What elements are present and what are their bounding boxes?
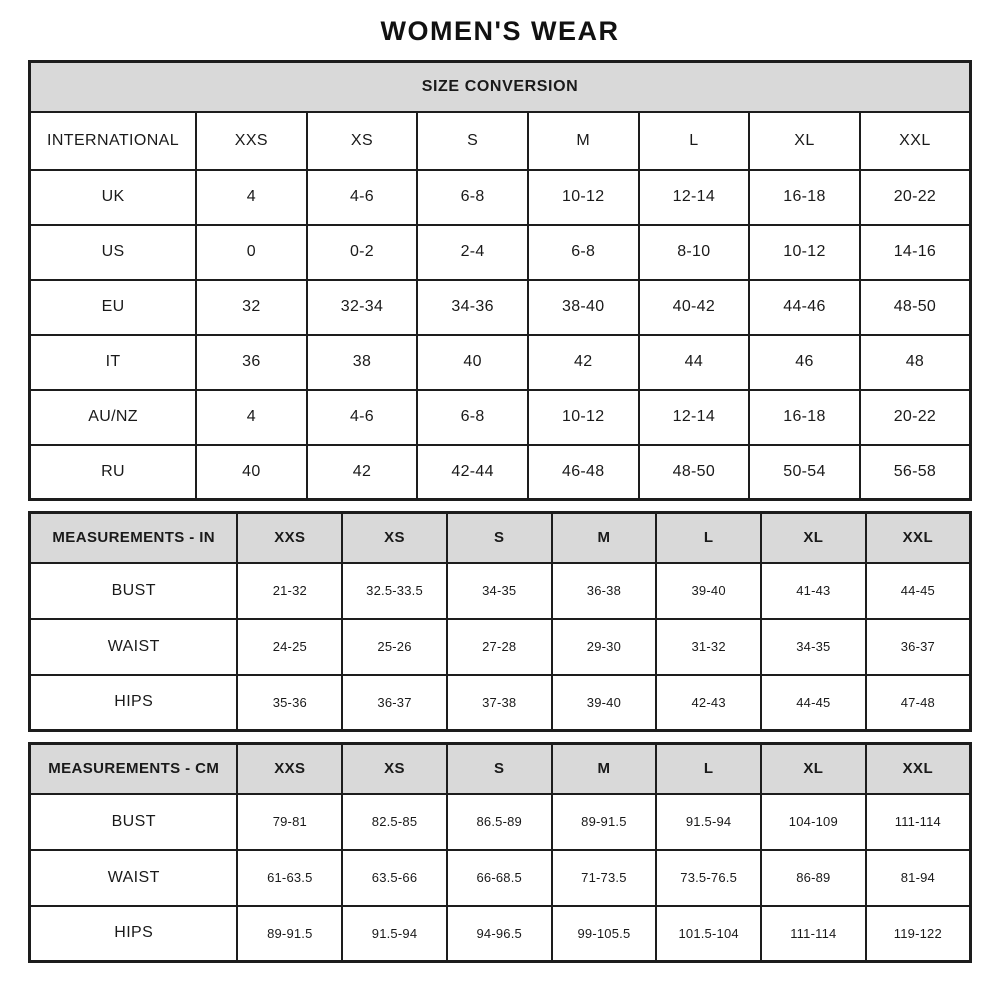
table-cell: 86.5-89 [447, 794, 552, 850]
column-header: S [447, 513, 552, 563]
row-label: WAIST [30, 619, 238, 675]
table-row [30, 794, 971, 850]
table-cell: 35-36 [237, 675, 342, 731]
table-cell: 48 [860, 335, 971, 390]
table-cell: 46-48 [528, 445, 639, 500]
table-cell: 42 [528, 335, 639, 390]
table-cell: 38-40 [528, 280, 639, 335]
table-cell: 61-63.5 [237, 850, 342, 906]
column-header: M [552, 513, 657, 563]
table-cell: 32 [196, 280, 307, 335]
table-cell: 48-50 [639, 445, 750, 500]
row-label: IT [30, 335, 197, 390]
row-label: AU/NZ [30, 390, 197, 445]
table-cell: 41-43 [761, 563, 866, 619]
column-header: XXL [866, 513, 971, 563]
table-cell: 21-32 [237, 563, 342, 619]
table-cell: 111-114 [866, 794, 971, 850]
column-header: M [552, 744, 657, 794]
table-row [30, 445, 971, 500]
table-cell: 24-25 [237, 619, 342, 675]
row-label: BUST [30, 563, 238, 619]
column-header: XXS [196, 112, 307, 170]
table-cell: 10-12 [749, 225, 860, 280]
table-row [30, 170, 971, 225]
column-header: S [417, 112, 528, 170]
table-cell: 38 [307, 335, 418, 390]
table-cell: 36-37 [342, 675, 447, 731]
size-conversion-header-row [30, 112, 971, 170]
row-label: WAIST [30, 850, 238, 906]
table-cell: 44 [639, 335, 750, 390]
column-header: XL [761, 744, 866, 794]
table-cell: 89-91.5 [552, 794, 657, 850]
table-cell: 91.5-94 [656, 794, 761, 850]
measurements-in-header-row [30, 513, 971, 563]
table-cell: 32-34 [307, 280, 418, 335]
column-header: M [528, 112, 639, 170]
table-row [30, 225, 971, 280]
table-row [30, 906, 971, 962]
column-header: XXS [237, 744, 342, 794]
measurements-cm-header-row [30, 744, 971, 794]
table-cell: 104-109 [761, 794, 866, 850]
column-header: XL [749, 112, 860, 170]
row-label: RU [30, 445, 197, 500]
table-cell: 42-43 [656, 675, 761, 731]
table-cell: 16-18 [749, 170, 860, 225]
table-row [30, 280, 971, 335]
column-header: L [656, 513, 761, 563]
page-title: WOMEN'S WEAR [380, 16, 620, 46]
table-cell: 48-50 [860, 280, 971, 335]
column-header: XXS [237, 513, 342, 563]
table-cell: 111-114 [761, 906, 866, 962]
table-cell: 36-37 [866, 619, 971, 675]
table-cell: 10-12 [528, 170, 639, 225]
table-cell: 0 [196, 225, 307, 280]
table-cell: 4 [196, 170, 307, 225]
table-title: MEASUREMENTS - IN [30, 513, 238, 563]
table-cell: 44-46 [749, 280, 860, 335]
table-cell: 40-42 [639, 280, 750, 335]
table-cell: 99-105.5 [552, 906, 657, 962]
column-header: XS [342, 744, 447, 794]
table-row [30, 850, 971, 906]
measurements-in-table [28, 511, 972, 732]
column-header: XXL [860, 112, 971, 170]
table-cell: 56-58 [860, 445, 971, 500]
table-cell: 6-8 [528, 225, 639, 280]
table-cell: 86-89 [761, 850, 866, 906]
table-cell: 42-44 [417, 445, 528, 500]
table-cell: 40 [196, 445, 307, 500]
table-cell: 32.5-33.5 [342, 563, 447, 619]
row-label: UK [30, 170, 197, 225]
table-cell: 82.5-85 [342, 794, 447, 850]
table-cell: 34-35 [761, 619, 866, 675]
row-label: EU [30, 280, 197, 335]
table-cell: 12-14 [639, 170, 750, 225]
table-cell: 10-12 [528, 390, 639, 445]
table-cell: 79-81 [237, 794, 342, 850]
row-label: US [30, 225, 197, 280]
table-cell: 4-6 [307, 170, 418, 225]
table-cell: 39-40 [656, 563, 761, 619]
table-cell: 73.5-76.5 [656, 850, 761, 906]
row-label: BUST [30, 794, 238, 850]
table-cell: 71-73.5 [552, 850, 657, 906]
table-cell: 39-40 [552, 675, 657, 731]
table-cell: 0-2 [307, 225, 418, 280]
table-cell: 20-22 [860, 390, 971, 445]
table-cell: 44-45 [761, 675, 866, 731]
measurements-cm-body [30, 794, 971, 962]
table-cell: 25-26 [342, 619, 447, 675]
table-cell: 63.5-66 [342, 850, 447, 906]
table-row [30, 390, 971, 445]
column-header: XS [307, 112, 418, 170]
table-cell: 31-32 [656, 619, 761, 675]
table-cell: 50-54 [749, 445, 860, 500]
column-header: L [656, 744, 761, 794]
column-header: XXL [866, 744, 971, 794]
table-row [30, 675, 971, 731]
table-cell: 14-16 [860, 225, 971, 280]
table-row [30, 335, 971, 390]
measurements-in-body [30, 563, 971, 731]
table-cell: 40 [417, 335, 528, 390]
size-conversion-title: SIZE CONVERSION [30, 62, 971, 112]
column-header: L [639, 112, 750, 170]
size-conversion-title-row [30, 62, 971, 112]
table-cell: 16-18 [749, 390, 860, 445]
table-cell: 81-94 [866, 850, 971, 906]
table-cell: 47-48 [866, 675, 971, 731]
table-cell: 12-14 [639, 390, 750, 445]
table-cell: 27-28 [447, 619, 552, 675]
row-label: HIPS [30, 906, 238, 962]
table-row [30, 619, 971, 675]
table-cell: 89-91.5 [237, 906, 342, 962]
table-cell: 37-38 [447, 675, 552, 731]
table-cell: 34-36 [417, 280, 528, 335]
table-title: MEASUREMENTS - CM [30, 744, 238, 794]
table-row [30, 563, 971, 619]
table-cell: 101.5-104 [656, 906, 761, 962]
table-cell: 94-96.5 [447, 906, 552, 962]
table-cell: 91.5-94 [342, 906, 447, 962]
table-cell: 29-30 [552, 619, 657, 675]
table-cell: 44-45 [866, 563, 971, 619]
column-header: INTERNATIONAL [30, 112, 197, 170]
row-label: HIPS [30, 675, 238, 731]
table-cell: 119-122 [866, 906, 971, 962]
table-cell: 66-68.5 [447, 850, 552, 906]
table-cell: 34-35 [447, 563, 552, 619]
column-header: XL [761, 513, 866, 563]
measurements-cm-table [28, 742, 972, 963]
table-cell: 20-22 [860, 170, 971, 225]
size-conversion-body [30, 170, 971, 500]
table-cell: 46 [749, 335, 860, 390]
table-cell: 6-8 [417, 170, 528, 225]
column-header: XS [342, 513, 447, 563]
table-cell: 42 [307, 445, 418, 500]
size-conversion-table [28, 60, 972, 501]
table-cell: 36 [196, 335, 307, 390]
table-cell: 4-6 [307, 390, 418, 445]
table-cell: 4 [196, 390, 307, 445]
table-cell: 36-38 [552, 563, 657, 619]
table-cell: 8-10 [639, 225, 750, 280]
table-cell: 2-4 [417, 225, 528, 280]
column-header: S [447, 744, 552, 794]
table-cell: 6-8 [417, 390, 528, 445]
